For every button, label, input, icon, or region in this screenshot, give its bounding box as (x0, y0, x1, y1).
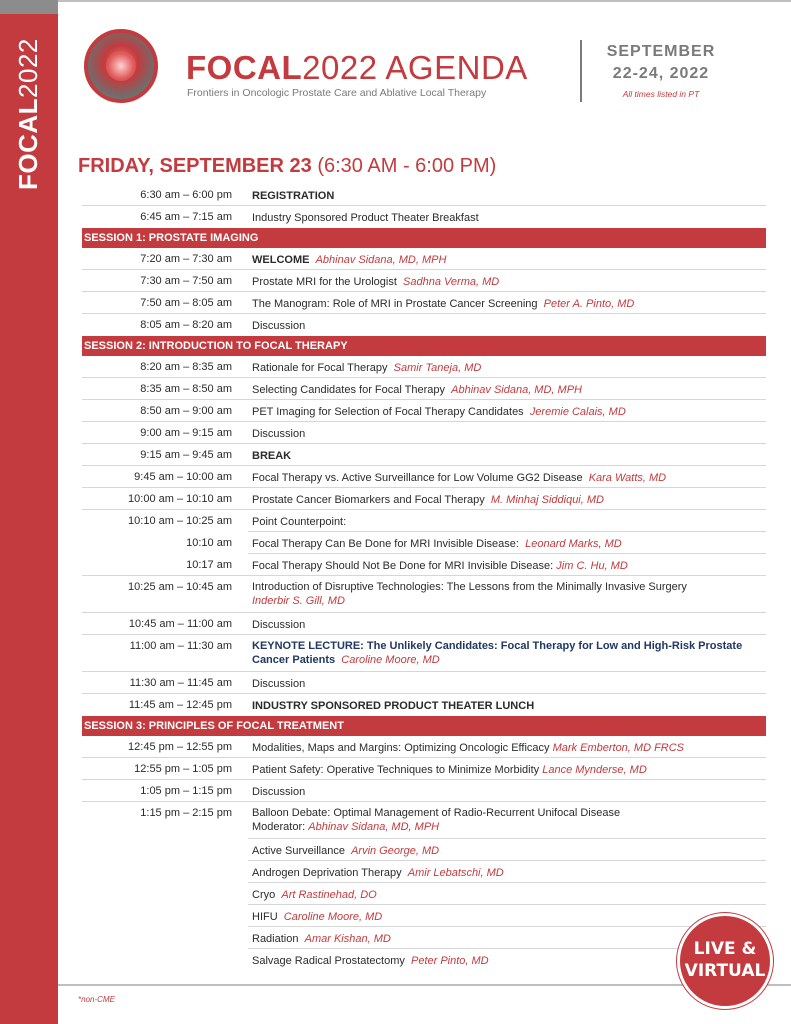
row-time: 10:25 am – 10:45 am (128, 581, 232, 593)
row-time: 12:45 pm – 12:55 pm (128, 741, 232, 753)
sidebar-label-year: 2022 (13, 38, 43, 98)
title-bold: FOCAL (186, 49, 303, 86)
timezone-note: All times listed in PT (622, 89, 700, 99)
row-title: Balloon Debate: Optimal Management of Radio-Recurrent Unifocal Disease Moderator: Abhinav Sidana, MD, MPH (252, 807, 621, 833)
header-divider (580, 40, 582, 102)
speaker-name: Jim C. Hu, MD (556, 560, 628, 572)
sidebar-vertical-label (10, 20, 46, 190)
row-title: Focal Therapy Can Be Done for MRI Invisible Disease: Leonard Marks, MD (252, 538, 622, 550)
agenda-row (82, 554, 766, 576)
footnote: *non-CME (78, 995, 115, 1004)
day-heading (78, 155, 496, 178)
row-time: 10:00 am – 10:10 am (128, 493, 232, 505)
session-1-header: SESSION 1: PROSTATE IMAGING (82, 228, 766, 248)
row-time: 9:45 am – 10:00 am (134, 471, 232, 483)
row-title: Rationale for Focal Therapy Samir Taneja, MD (252, 362, 482, 374)
speaker-name: Jeremie Calais, MD (529, 406, 626, 418)
row-title: Focal Therapy Should Not Be Done for MRI Invisible Disease: Jim C. Hu, MD (252, 560, 628, 572)
row-title: Point Counterpoint: (252, 516, 347, 528)
day-label: FRIDAY, SEPTEMBER 23 (78, 155, 312, 177)
row-title: Prostate MRI for the Urologist Sadhna Verma, MD (252, 276, 500, 288)
agenda-row (82, 758, 766, 780)
sidebar-label-bold: FOCAL (13, 97, 43, 190)
agenda-row (82, 270, 766, 292)
row-time: 10:17 am (186, 559, 232, 571)
speaker-name: Samir Taneja, MD (393, 362, 482, 374)
speaker-name: Abhinav Sidana, MD, MPH (451, 384, 582, 396)
row-title: Prostate Cancer Biomarkers and Focal Therapy M. Minhaj Siddiqui, MD (252, 494, 604, 506)
row-title: The Manogram: Role of MRI in Prostate Cancer Screening Peter A. Pinto, MD (252, 298, 635, 310)
row-time: 6:30 am – 6:00 pm (140, 189, 232, 201)
row-time: 7:20 am – 7:30 am (140, 253, 232, 265)
bottom-rule (58, 984, 791, 986)
row-title: Active Surveillance Arvin George, MD (252, 845, 440, 857)
speaker-name: Arvin George, MD (351, 845, 440, 857)
row-title: INDUSTRY SPONSORED PRODUCT THEATER LUNCH (252, 700, 535, 712)
speaker-name: Mark Emberton, MD FRCS (552, 742, 685, 754)
row-time: 9:15 am – 9:45 am (140, 449, 232, 461)
session-3-header: SESSION 3: PRINCIPLES OF FOCAL TREATMENT (82, 716, 766, 736)
row-title: Discussion (252, 619, 306, 631)
row-time: 9:00 am – 9:15 am (140, 427, 232, 439)
row-title: Cryo Art Rastinehad, DO (252, 889, 377, 901)
row-time: 1:15 pm – 2:15 pm (140, 807, 232, 819)
date-days: 22-24, 2022 (612, 65, 710, 82)
row-time: 12:55 pm – 1:05 pm (134, 763, 232, 775)
row-time: 7:30 am – 7:50 am (140, 275, 232, 287)
row-title: Androgen Deprivation Therapy Amir Lebatschi, MD (252, 867, 504, 879)
row-title: Introduction of Disruptive Technologies: The Lessons from the Minimally Invasive Surgery Inderbir S. Gill, MD (252, 581, 687, 607)
agenda-row (82, 378, 766, 400)
agenda-row (82, 949, 766, 971)
speaker-name: Abhinav Sidana, MD, MPH (315, 254, 447, 266)
page-title (186, 50, 528, 86)
agenda-row (82, 400, 766, 422)
row-title: Focal Therapy vs. Active Surveillance for Low Volume GG2 Disease Kara Watts, MD (252, 472, 667, 484)
badge-line-2: VIRTUAL (684, 961, 766, 981)
live-virtual-badge (677, 913, 773, 1009)
row-title: PET Imaging for Selection of Focal Therapy Candidates Jeremie Calais, MD (252, 406, 626, 418)
speaker-name: M. Minhaj Siddiqui, MD (490, 494, 604, 506)
agenda-row (82, 444, 766, 466)
row-title: Discussion (252, 428, 306, 440)
speaker-name: Caroline Moore, MD (283, 911, 383, 923)
agenda-row (82, 613, 766, 635)
prostate-logo-icon (84, 29, 158, 103)
row-time: 11:00 am – 11:30 am (129, 640, 232, 652)
agenda-table (82, 184, 766, 971)
agenda-row (82, 292, 766, 314)
row-time: 8:20 am – 8:35 am (140, 361, 232, 373)
agenda-row (82, 635, 766, 672)
row-title: Discussion (252, 678, 306, 690)
row-title: BREAK (252, 450, 292, 462)
row-title: Discussion (252, 786, 306, 798)
agenda-row (82, 466, 766, 488)
agenda-row (82, 905, 766, 927)
agenda-row (82, 356, 766, 378)
row-time: 7:50 am – 8:05 am (140, 297, 232, 309)
row-time: 10:10 am (186, 537, 232, 549)
page-subtitle: Frontiers in Oncologic Prostate Care and Ablative Local Therapy (187, 87, 487, 99)
sidebar-band (0, 0, 58, 1024)
date-month: SEPTEMBER (606, 43, 716, 60)
row-title: REGISTRATION (252, 190, 335, 202)
speaker-name: Amar Kishan, MD (304, 933, 391, 945)
agenda-row (82, 532, 766, 554)
badge-line-1: LIVE & (693, 939, 757, 959)
agenda-row (82, 510, 766, 532)
agenda-row (82, 248, 766, 270)
row-time: 8:05 am – 8:20 am (140, 319, 232, 331)
agenda-row (82, 802, 766, 839)
speaker-name: Inderbir S. Gill, MD (252, 595, 345, 607)
row-title: Patient Safety: Operative Techniques to Minimize Morbidity Lance Mynderse, MD (252, 764, 647, 776)
speaker-name: Leonard Marks, MD (525, 538, 622, 550)
agenda-row (82, 694, 766, 716)
title-light: 2022 AGENDA (302, 49, 528, 86)
row-time: 11:45 am – 12:45 pm (128, 699, 232, 711)
top-rule (58, 0, 791, 2)
row-title: Selecting Candidates for Focal Therapy Abhinav Sidana, MD, MPH (252, 384, 582, 396)
agenda-row (82, 861, 766, 883)
row-title: Discussion (252, 320, 306, 332)
agenda-row (82, 839, 766, 861)
speaker-name: Peter Pinto, MD (410, 955, 489, 967)
agenda-row (82, 927, 766, 949)
speaker-name: Kara Watts, MD (588, 472, 667, 484)
day-hours: (6:30 AM - 6:00 PM) (317, 155, 497, 177)
agenda-row (82, 736, 766, 758)
speaker-name: Sadhna Verma, MD (403, 276, 500, 288)
agenda-row (82, 422, 766, 444)
agenda-row (82, 883, 766, 905)
row-title: HIFU Caroline Moore, MD (252, 911, 383, 923)
speaker-name: Abhinav Sidana, MD, MPH (308, 821, 440, 833)
row-title: Radiation Amar Kishan, MD (252, 933, 391, 945)
agenda-row (82, 184, 766, 206)
row-time: 11:30 am – 11:45 am (129, 677, 232, 689)
speaker-name: Caroline Moore, MD (341, 654, 440, 666)
row-time: 1:05 pm – 1:15 pm (140, 785, 232, 797)
row-time: 8:35 am – 8:50 am (140, 383, 232, 395)
row-title: WELCOME Abhinav Sidana, MD, MPH (252, 254, 447, 266)
row-time: 10:45 am – 11:00 am (128, 618, 232, 630)
sidebar-top-bar (0, 0, 58, 14)
row-title: Salvage Radical Prostatectomy Peter Pinto, MD (252, 955, 489, 967)
keynote-label: KEYNOTE LECTURE: (252, 640, 364, 652)
row-title: Modalities, Maps and Margins: Optimizing Oncologic Efficacy Mark Emberton, MD FRCS (252, 742, 685, 754)
speaker-name: Peter A. Pinto, MD (543, 298, 635, 310)
agenda-row (82, 314, 766, 336)
row-time: 10:10 am – 10:25 am (128, 515, 232, 527)
speaker-name: Amir Lebatschi, MD (407, 867, 504, 879)
agenda-row (82, 206, 766, 228)
agenda-row (82, 672, 766, 694)
moderator-label: Moderator: (252, 821, 306, 833)
row-time: 8:50 am – 9:00 am (140, 405, 232, 417)
speaker-name: Lance Mynderse, MD (542, 764, 647, 776)
keynote-title: KEYNOTE LECTURE: The Unlikely Candidates: Focal Therapy for Low and High-Risk Prostate Cancer Patients Caroline Moore, MD (252, 640, 743, 666)
row-time: 6:45 am – 7:15 am (140, 211, 232, 223)
session-2-header: SESSION 2: INTRODUCTION TO FOCAL THERAPY (82, 336, 766, 356)
agenda-row (82, 488, 766, 510)
agenda-row (82, 576, 766, 613)
row-title: Industry Sponsored Product Theater Breakfast (252, 212, 479, 224)
speaker-name: Art Rastinehad, DO (281, 889, 377, 901)
agenda-row (82, 780, 766, 802)
